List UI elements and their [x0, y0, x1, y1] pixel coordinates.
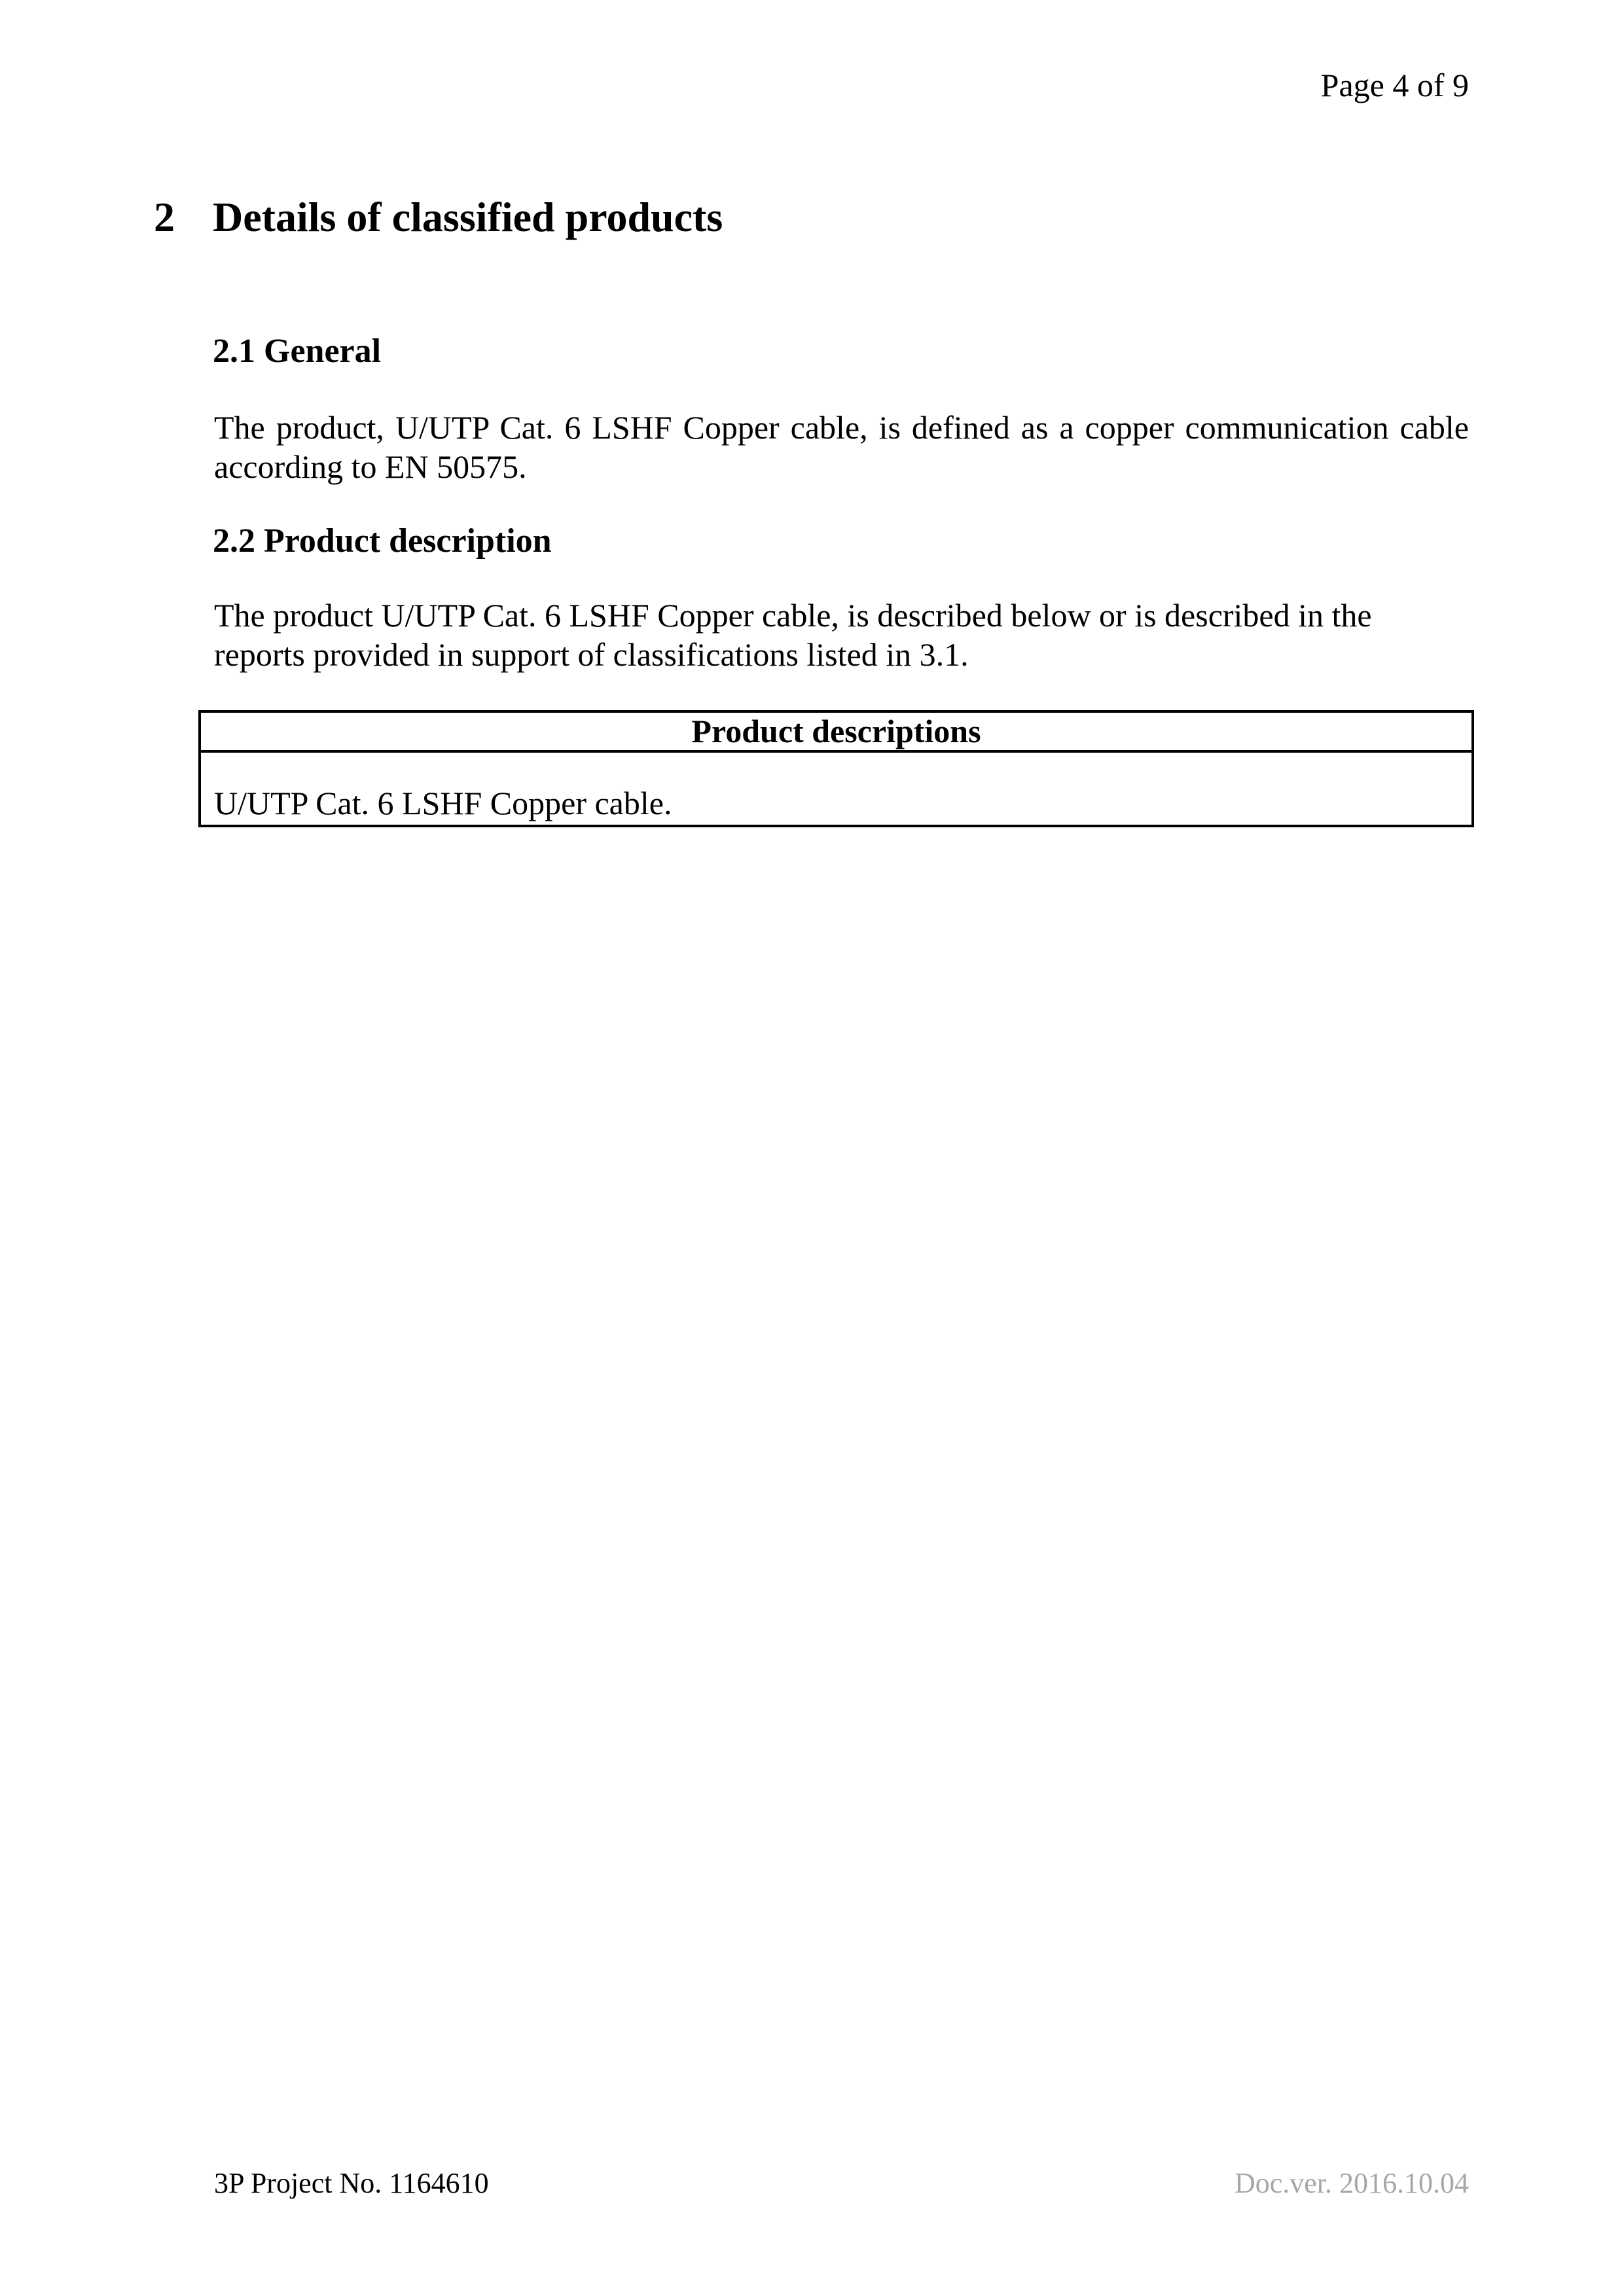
chapter-heading-number: 2	[154, 194, 175, 240]
footer-project-number: 3P Project No. 1164610	[214, 2167, 489, 2199]
table-header-cell: Product descriptions	[200, 711, 1473, 751]
footer-doc-version: Doc.ver. 2016.10.04	[1234, 2167, 1469, 2199]
table-cell-product-description: U/UTP Cat. 6 LSHF Copper cable.	[200, 751, 1473, 826]
product-descriptions-table	[198, 710, 1474, 827]
chapter-heading	[154, 194, 723, 241]
page-number: Page 4 of 9	[1320, 67, 1469, 103]
table-row	[200, 751, 1473, 826]
product-descriptions-table-head	[200, 711, 1473, 751]
paragraph-general: The product, U/UTP Cat. 6 LSHF Copper cable, is defined as a copper communication cable according to EN 50575.	[214, 409, 1469, 485]
product-descriptions-table-body	[200, 751, 1473, 826]
subsection-heading-general: 2.1 General	[213, 332, 382, 370]
chapter-heading-title: Details of classified products	[213, 194, 723, 240]
subsection-heading-product-description: 2.2 Product description	[213, 522, 552, 560]
paragraph-product-description: The product U/UTP Cat. 6 LSHF Copper cable, is described below or is described in the reports provided in support of classifications listed in 3.1.	[214, 597, 1372, 673]
table-header-row	[200, 711, 1473, 751]
